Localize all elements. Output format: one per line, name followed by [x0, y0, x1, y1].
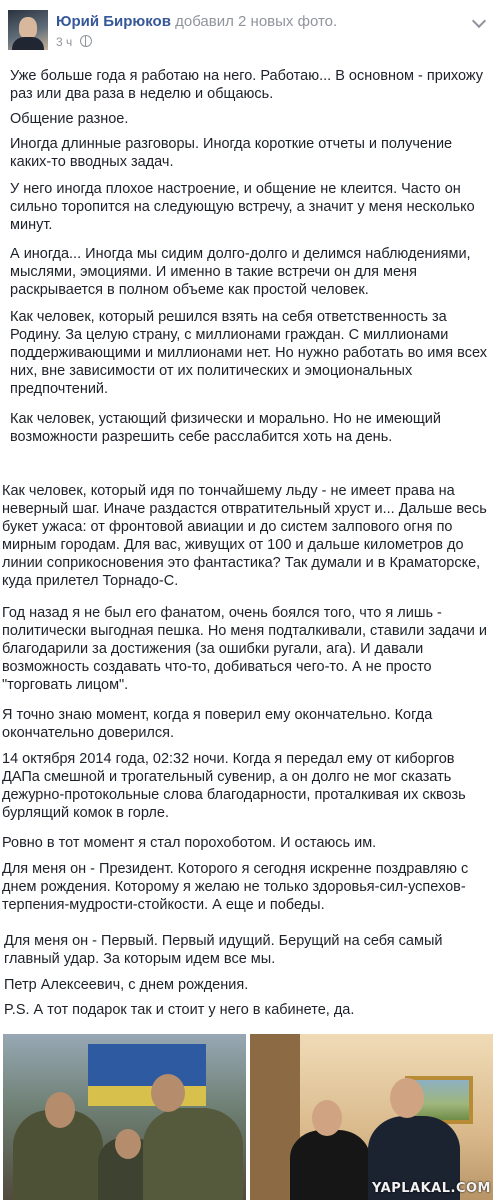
post-paragraph: Я точно знаю момент, когда я поверил ему окончательно. Когда окончательно доверился.: [2, 707, 433, 741]
author-action: добавил 2 новых фото.: [175, 13, 338, 30]
globe-icon: [80, 35, 92, 47]
post-paragraph: Как человек, который идя по тончайшему льду - не имеет права на неверный шаг. Иначе раздастся отвратительный хруст и... Дальше весь букет ужаса: от фронтовой авиации и до систем залпового огня по мирным городам. Для вас, живущих от 100 и дальше километров до линии соприкосновения это фантастика? Так думали и в Краматорске, куда прилетел Торнадо-С.: [2, 483, 487, 589]
avatar-face: [19, 17, 37, 39]
avatar[interactable]: [8, 10, 48, 50]
flag-yellow-stripe: [88, 1086, 206, 1106]
avatar-body: [12, 37, 44, 50]
post-paragraph: P.S. А тот подарок так и стоит у него в кабинете, да.: [4, 1002, 355, 1018]
post-paragraph: Общение разное.: [10, 111, 129, 127]
post-paragraph: Год назад я не был его фанатом, очень боялся того, что я лишь - политически выгодная пешка. Но меня подталкивали, ставили задачи и благодарили за достижения (за ошибки ругали, ага). И давали возможность создавать что-то, добиваться чего-то. А не просто "торговать лицом".: [2, 605, 487, 693]
author-line: [56, 13, 337, 30]
chevron-down-icon[interactable]: [472, 14, 486, 28]
post-paragraph: Как человек, устающий физически и морально. Но не имеющий возможности разрешить себе расслабится хоть на день.: [10, 411, 441, 445]
soldier-head: [45, 1092, 75, 1128]
soldier-head: [151, 1074, 185, 1112]
post-timestamp[interactable]: 3 ч: [56, 35, 73, 49]
flag-blue-stripe: [88, 1044, 206, 1086]
man-head: [390, 1078, 424, 1118]
soldier-head: [115, 1129, 141, 1159]
soldier-figure: [143, 1108, 243, 1200]
man-figure: [290, 1130, 370, 1200]
post-paragraph: Как человек, который решился взять на себя ответственность за Родину. За целую страну, с миллионами граждан. С миллионами поддерживающими и миллионами нет. Но нужно работать во имя всех них, вне зависимости от их политических и эмоциональных предпочтений.: [10, 309, 487, 397]
post-meta: [56, 35, 92, 49]
post-paragraph: Для меня он - Первый. Первый идущий. Берущий на себя самый главный удар. За которым идем все мы.: [4, 933, 443, 967]
post-paragraph: Иногда длинные разговоры. Иногда короткие отчеты и получение каких-то вводных задач.: [10, 136, 453, 170]
man-head: [312, 1100, 342, 1136]
post-paragraph: Уже больше года я работаю на него. Работаю... В основном - прихожу раз или два раза в неделю и общаюсь.: [10, 68, 484, 102]
watermark: YAPLAKAL.COM: [372, 1181, 491, 1196]
post-header: [0, 0, 496, 58]
post-paragraph: Для меня он - Президент. Которого я сегодня искренне поздравляю с днем рождения. Которому я желаю не только здоровья-сил-успехов-терпения-мудрости-стойкости. А еще и победы.: [2, 861, 469, 913]
photo-grid: [3, 1034, 493, 1200]
photo-soldiers[interactable]: [3, 1034, 246, 1200]
post-paragraph: У него иногда плохое настроение, и общение не клеится. Часто он сильно торопится на следующую встречу, а значит у меня несколько минут.: [10, 181, 475, 233]
photo-meeting[interactable]: [250, 1034, 493, 1200]
post-paragraph: 14 октября 2014 года, 02:32 ночи. Когда я передал ему от киборгов ДАПа смешной и трогательный сувенир, а он долго не мог сказать дежурно-протокольные слова благодарности, проталкивая их сквозь бурлящий комок в горле.: [2, 751, 466, 821]
post-paragraph: Петр Алексеевич, с днем рождения.: [4, 977, 249, 993]
author-name[interactable]: Юрий Бирюков: [56, 13, 171, 30]
post-paragraph: Ровно в тот момент я стал порохоботом. И остаюсь им.: [2, 835, 377, 851]
post-paragraph: А иногда... Иногда мы сидим долго-долго и делимся наблюдениями, мыслями, эмоциями. И именно в такие встречи он для меня раскрывается в полном объеме как простой человек.: [10, 246, 471, 298]
